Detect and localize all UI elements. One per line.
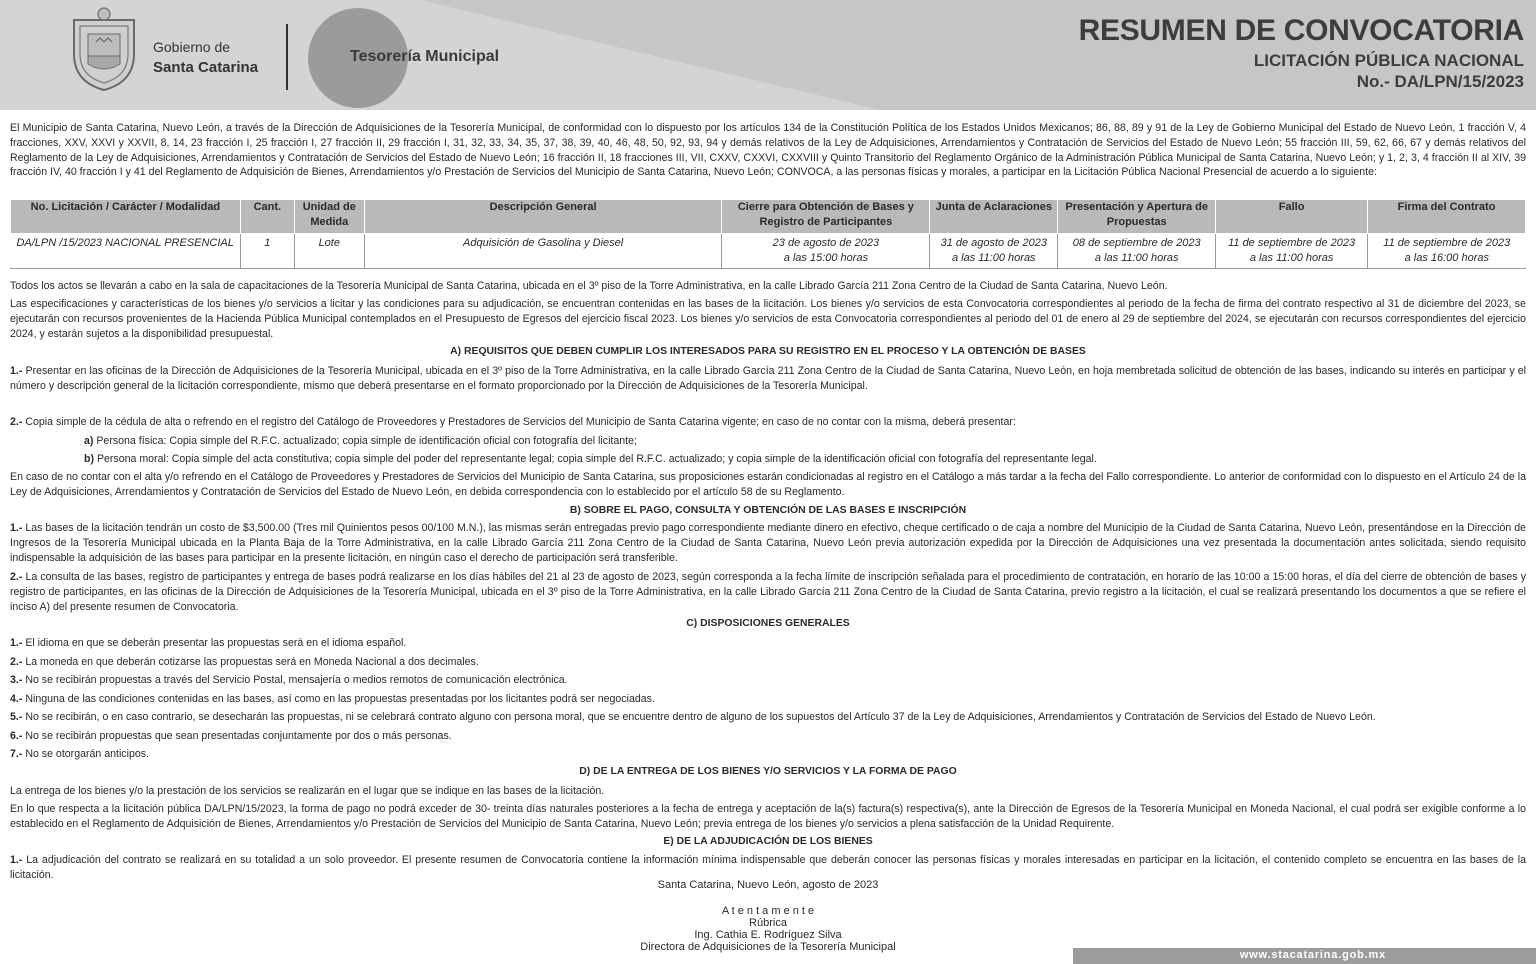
item-number: 1.- [10, 637, 23, 649]
section-a-item-2 [10, 415, 1526, 430]
cierre-hora: a las 15:00 horas [783, 252, 869, 264]
page-title: RESUMEN DE CONVOCATORIA [1078, 14, 1524, 47]
col-header-unidad: Unidad de Medida [294, 200, 364, 234]
section-b-item-1 [10, 521, 1526, 565]
header-divider [286, 24, 288, 90]
section-a-note: En caso de no contar con el alta y/o refrendo en el Catálogo de Proveedores y Prestadores de Servicios del Municipio de Santa Catarina, sus proposiciones estarán condicionadas al registro en el Catálogo a más tardar a la fecha del Fallo correspondiente. Lo anterior de conformidad con lo dispuesto en el Artículo 24 de la Ley de Adquisiciones, Arrendamientos y Contratación de Servicios del Estado de Nuevo León, en debida correspondencia con lo establecido por el artículo 58 de su Reglamento. [10, 471, 1526, 498]
licitacion-number: No.- DA/LPN/15/2023 [1356, 72, 1524, 91]
website-link[interactable]: www.stacatarina.gob.mx [1239, 949, 1386, 961]
item-number: 4.- [10, 693, 23, 705]
cell-presentacion [1058, 234, 1216, 268]
item-text: La moneda en que deberán cotizarse las propuestas será en Moneda Nacional a dos decimales. [22, 656, 479, 668]
licitacion-table [10, 199, 1526, 268]
cell-licitacion: DA/LPN /15/2023 NACIONAL PRESENCIAL [11, 234, 241, 268]
col-header-descripcion: Descripción General [364, 200, 722, 234]
tesoreria-label: Tesorería Municipal [350, 48, 500, 65]
item-number: 1.- [10, 522, 23, 534]
item-text: La consulta de las bases, registro de participantes y entrega de bases podrá realizarse en los días hábiles del 21 al 23 de agosto de 2023, según corresponda a la fecha límite de inscripción señalada para el procedimiento de contratación, en horario de las 10:00 a 15:00 horas, el día del cierre de obtención de bases y registro de participantes, en las oficinas de la Dirección de Adquisiciones de la Tesorería Municipal, ubicada en el 3º piso de la Torre Administrativa, en la calle Librado García 211 Zona Centro de la Ciudad de Santa Catarina, previo registro a la licitación, el cual se realizará presentando los documentos a que se refiere el inciso A) del presente resumen de Convocatoria. [10, 571, 1526, 613]
item-text: No se recibirán propuestas que sean presentadas conjuntamente por dos o más personas. [22, 730, 452, 742]
item-number: 5.- [10, 711, 23, 723]
table-row [11, 234, 1526, 268]
item-number: 1.- [10, 365, 23, 377]
junta-hora: a las 11:00 horas [951, 252, 1036, 264]
item-number: 1.- [10, 854, 23, 866]
municipal-seal-logo [66, 6, 142, 92]
cierre-fecha: 23 de agosto de 2023 [772, 237, 880, 249]
place-date: Santa Catarina, Nuevo León, agosto de 2023 [657, 879, 879, 891]
sub-text: Persona física: Copia simple del R.F.C. actualizado; copia simple de identificación oficial con fotografía del licitante; [93, 435, 637, 447]
table-header-row [11, 200, 1526, 234]
item-text: Copia simple de la cédula de alta o refrendo en el registro del Catálogo de Proveedores y Prestadores de Servicios del Municipio de Santa Catarina vigente; en caso de no contar con la misma, deberá presentar: [22, 416, 1016, 428]
item-text: Las bases de la licitación tendrán un costo de $3,500.00 (Tres mil Quinientos pesos 00/100 M.N.), las mismas serán entregadas previo pago correspondiente mediante dinero en efectivo, cheque certificado o de caja a nombre del Municipio de la Ciudad de Santa Catarina, Nuevo León, presentándose en la Dirección de Ingresos de la Tesorería Municipal ubicada en la Planta Baja de la Torre Administrativa, en la calle Librado García 211 Zona Centro de la Ciudad de Santa Catarina, Nuevo León previa autorización expedida por la Dirección de Adquisiciones una vez presentada la documentación antes solicitada, siendo requisito indispensable la adquisición de las bases para participar en la presente licitación, en ningún caso el derecho de participación será transferible. [10, 522, 1526, 564]
section-d-title: D) DE LA ENTREGA DE LOS BIENES Y/O SERVICIOS Y LA FORMA DE PAGO [579, 766, 957, 777]
item-number: 2.- [10, 571, 23, 583]
item-text: La adjudicación del contrato se realizará en su totalidad a un solo proveedor. El presente resumen de Convocatoria contiene la información mínima indispensable que deberán conocer las personas físicas y morales interesadas en participar en la licitación, el contenido completo se encuentra en las bases de la licitación. [10, 854, 1526, 881]
col-header-cierre: Cierre para Obtención de Bases y Registro de Participantes [722, 200, 930, 234]
item-text: No se recibirán propuestas a través del Servicio Postal, mensajería o medios remotos de comunicación electrónica. [22, 674, 568, 686]
cell-descripcion: Adquisición de Gasolina y Diesel [364, 234, 722, 268]
item-number: 3.- [10, 674, 23, 686]
atentamente: A t e n t a m e n t e [721, 905, 815, 917]
section-b-title: B) SOBRE EL PAGO, CONSULTA Y OBTENCIÓN DE LAS BASES E INSCRIPCIÓN [569, 505, 967, 516]
table-bottom-rule [10, 268, 1526, 269]
fallo-hora: a las 11:00 horas [1249, 252, 1334, 264]
section-a-title: A) REQUISITOS QUE DEBEN CUMPLIR LOS INTERESADOS PARA SU REGISTRO EN EL PROCESO Y LA OBTENCIÓN DE BASES [450, 346, 1086, 357]
cell-cantidad: 1 [240, 234, 294, 268]
list-item [10, 710, 1526, 725]
section-a-sub-a [10, 434, 1526, 449]
header [0, 0, 1536, 110]
firma-hora: a las 16:00 horas [1404, 252, 1489, 264]
section-a-sub-b [10, 452, 1526, 467]
section-e-title: E) DE LA ADJUDICACIÓN DE LOS BIENES [663, 836, 873, 847]
rubrica: Rúbrica [749, 917, 787, 929]
list-item [10, 729, 1526, 744]
list-item [10, 655, 1526, 670]
col-header-junta: Junta de Aclaraciones [930, 200, 1058, 234]
intro-paragraph: El Municipio de Santa Catarina, Nuevo León, a través de la Dirección de Adquisiciones de la Tesorería Municipal, de conformidad con lo dispuesto por los artículos 134 de la Constitución Política de los Estados Unidos Mexicanos; 86, 88, 89 y 91 de la Ley de Gobierno Municipal del Estado de Nuevo León, 1 fracción V, 4 fracciones, XXV, XXVI y XXVII, 8, 14, 23 fracción I, 25 fracción I, 27 fracción II, 29 fracción I, 31, 32, 33, 34, 35, 37, 38, 39, 40, 46, 48, 50, 92, 93, 94 y demás relativos de la Ley de Adquisiciones, Arrendamientos y Contratación de Servicios del Estado de Nuevo León; 55 fracción III, 59, 62, 66, 67 y demás relativos del Reglamento de la Ley de Adquisiciones, Arrendamientos y Contratación de Servicios del Estado de Nuevo León; 16 fracción II, 18 fracciones III, VII, CXXV, CXXVI, CXXVIII y Quinto Transitorio del Reglamento Orgánico de la Administración Pública Municipal de Santa Catarina, Nuevo León; y 1, 2, 3, 4 fracción II al XIV, 39 fracción IV, 40 fracción I y 41 del Reglamento de Adquisición de Bienes, Arrendamientos y/o Prestación de Servicios del Municipio de Santa Catarina, Nuevo León; CONVOCA, a las personas físicas y morales, a participar en la Licitación Pública Nacional Presencial de acuerdo a lo siguiente: [10, 122, 1526, 179]
cell-junta [930, 234, 1058, 268]
item-number: 2.- [10, 656, 23, 668]
item-number: 2.- [10, 416, 23, 428]
list-item [10, 692, 1526, 707]
page-subtitle: LICITACIÓN PÚBLICA NACIONAL [1253, 51, 1524, 70]
section-d-paragraph-2: En lo que respecta a la licitación pública DA/LPN/15/2023, la forma de pago no podrá exceder de 30- treinta días naturales posteriores a la fecha de entrega y aceptación de la(s) factura(s) respectiva(s), ante la Dirección de Egresos de la Tesorería Municipal en Moneda Nacional, el cual podrá ser exigible conforme a lo establecido en el Reglamento de Adquisición de Bienes, Arrendamientos y/o Prestación de Servicios del Municipio de Santa Catarina, Nuevo León; previa entrega de los bienes y/o servicios a plena satisfacción de la Unidad Requirente. [10, 803, 1526, 830]
gobierno-label: Gobierno de [153, 39, 231, 55]
cell-cierre [722, 234, 930, 268]
list-item [10, 636, 1526, 651]
col-header-fallo: Fallo [1216, 200, 1368, 234]
especificaciones-paragraph: Las especificaciones y características de los bienes y/o servicios a licitar y las condiciones para su adjudicación, se encuentran contenidas en las bases de la licitación. Los bienes y/o servicios de esta Convocatoria correspondientes al periodo de la fecha de firma del contrato respectivo al 31 de diciembre del 2023, se ejecutarán con recursos provenientes de la Hacienda Pública Municipal contemplados en el Presupuesto de Egresos del ejercicio fiscal 2023. Los bienes y/o servicios de esta Convocatoria correspondientes al periodo del 01 de enero al 29 de septiembre del 2024, se ejecutarán con recursos correspondientes del ejercicio 2024, y estarán sujetos a la disponibilidad presupuestal. [10, 298, 1526, 340]
firma-fecha: 11 de septiembre de 2023 [1383, 237, 1511, 249]
sub-letter: b) [84, 453, 94, 465]
item-number: 6.- [10, 730, 23, 742]
sub-text: Persona moral: Copia simple del acta constitutiva; copia simple del poder del representante legal; copia simple del R.F.C. actualizado; y copia simple de la identificación oficial con fotografía del representante legal. [94, 453, 1097, 465]
fallo-fecha: 11 de septiembre de 2023 [1228, 237, 1356, 249]
presentacion-fecha: 08 de septiembre de 2023 [1072, 237, 1201, 249]
section-c-title: C) DISPOSICIONES GENERALES [686, 618, 850, 629]
col-header-firma: Firma del Contrato [1368, 200, 1526, 234]
col-header-licitacion: No. Licitación / Carácter / Modalidad [11, 200, 241, 234]
presentacion-hora: a las 11:00 horas [1094, 252, 1179, 264]
section-b-item-2 [10, 570, 1526, 614]
item-text: No se recibirán, o en caso contrario, se desecharán las propuestas, ni se celebrará contrato alguno con persona moral, que se encuentre dentro de alguno de los supuestos del Artículo 37 de la Ley de Adquisiciones, Arrendamientos y Contratación de Servicios del Estado de Nuevo León. [22, 711, 1376, 723]
list-item [10, 747, 1526, 762]
item-text: No se otorgarán anticipos. [22, 748, 149, 760]
signer-name: Ing. Cathia E. Rodríguez Silva [694, 929, 842, 941]
item-text: El idioma en que se deberán presentar las propuestas será en el idioma español. [22, 637, 407, 649]
cell-firma [1368, 234, 1526, 268]
municipio-label: Santa Catarina [153, 59, 259, 76]
section-a-item-1 [10, 364, 1526, 394]
cell-fallo [1216, 234, 1368, 268]
item-number: 7.- [10, 748, 23, 760]
junta-fecha: 31 de agosto de 2023 [940, 237, 1047, 249]
col-header-presentacion: Presentación y Apertura de Propuestas [1058, 200, 1216, 234]
cell-unidad: Lote [294, 234, 364, 268]
col-header-cantidad: Cant. [240, 200, 294, 234]
footer-bar [1073, 948, 1536, 964]
signer-position: Directora de Adquisiciones de la Tesorería Municipal [640, 941, 896, 953]
item-text: Presentar en las oficinas de la Dirección de Adquisiciones de la Tesorería Municipal, ubicada en el 3º piso de la Torre Administrativa, en la calle Librado García 211 Zona Centro de la Ciudad de Santa Catarina, Nuevo León, en hoja membretada solicitud de obtención de las bases, indicando su interés en participar y el número y descripción general de la licitación correspondiente, mismo que deberá presentarse en el formato proporcionado por la Dirección de Adquisiciones de la Tesorería Municipal. [10, 365, 1526, 392]
list-item [10, 673, 1526, 688]
section-d-paragraph-1: La entrega de los bienes y/o la prestación de los servicios se realizarán en el lugar que se indique en las bases de la licitación. [10, 785, 605, 797]
actos-paragraph: Todos los actos se llevarán a cabo en la sala de capacitaciones de la Tesorería Municipal de Santa Catarina, ubicada en el 3º piso de la Torre Administrativa, en la calle Librado García 211 Zona Centro de la Ciudad de Santa Catarina, Nuevo León. [10, 280, 1168, 292]
item-text: Ninguna de las condiciones contenidas en las bases, así como en las propuestas presentadas por los licitantes podrá ser negociadas. [22, 693, 655, 705]
sub-letter: a) [84, 435, 94, 447]
